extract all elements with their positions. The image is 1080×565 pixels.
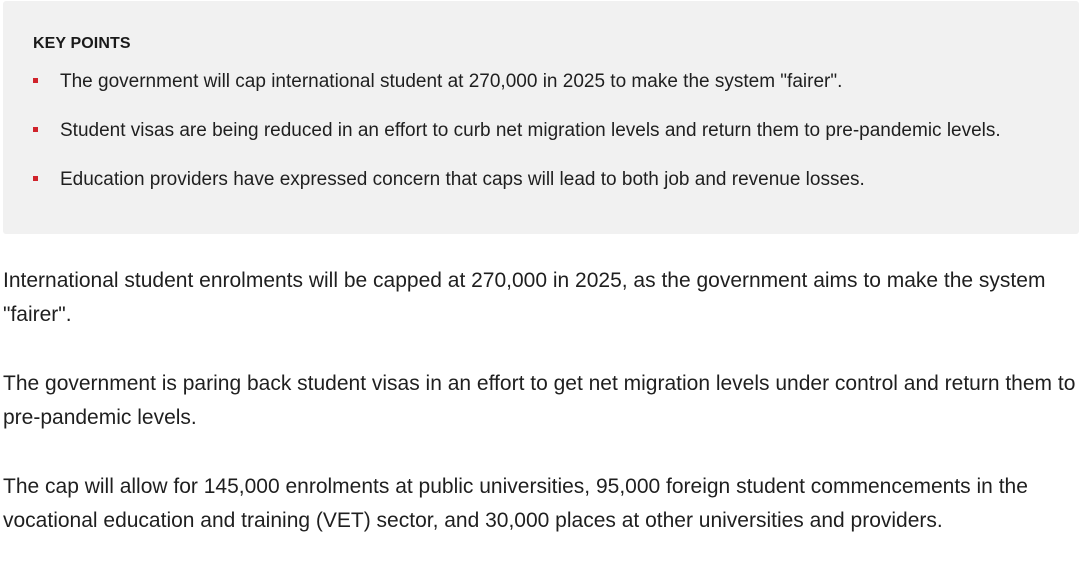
- key-points-list: [33, 70, 1079, 191]
- key-point-text: Student visas are being reduced in an effort to curb net migration levels and return them to pre-pandemic levels.: [60, 120, 1001, 141]
- article-paragraph: International student enrolments will be capped at 270,000 in 2025, as the government aims to make the system "fairer".: [3, 269, 1046, 326]
- key-point-item: [33, 119, 1079, 142]
- bullet-square-icon: [33, 78, 38, 83]
- bullet-square-icon: [33, 176, 38, 181]
- key-point-text: The government will cap international student at 270,000 in 2025 to make the system "fairer".: [60, 71, 843, 92]
- key-points-box: [3, 1, 1079, 234]
- article-body: [3, 264, 1077, 565]
- key-points-heading: KEY POINTS: [33, 35, 131, 52]
- key-point-item: [33, 168, 1079, 191]
- article-paragraph: The government is paring back student visas in an effort to get net migration levels under control and return them to pre-pandemic levels.: [3, 372, 1076, 429]
- key-point-text: Education providers have expressed concern that caps will lead to both job and revenue losses.: [60, 169, 865, 190]
- bullet-square-icon: [33, 127, 38, 132]
- article-paragraph: The cap will allow for 145,000 enrolments at public universities, 95,000 foreign student commencements in the vocational education and training (VET) sector, and 30,000 places at other universities and providers.: [3, 475, 1028, 532]
- key-point-item: [33, 70, 1079, 93]
